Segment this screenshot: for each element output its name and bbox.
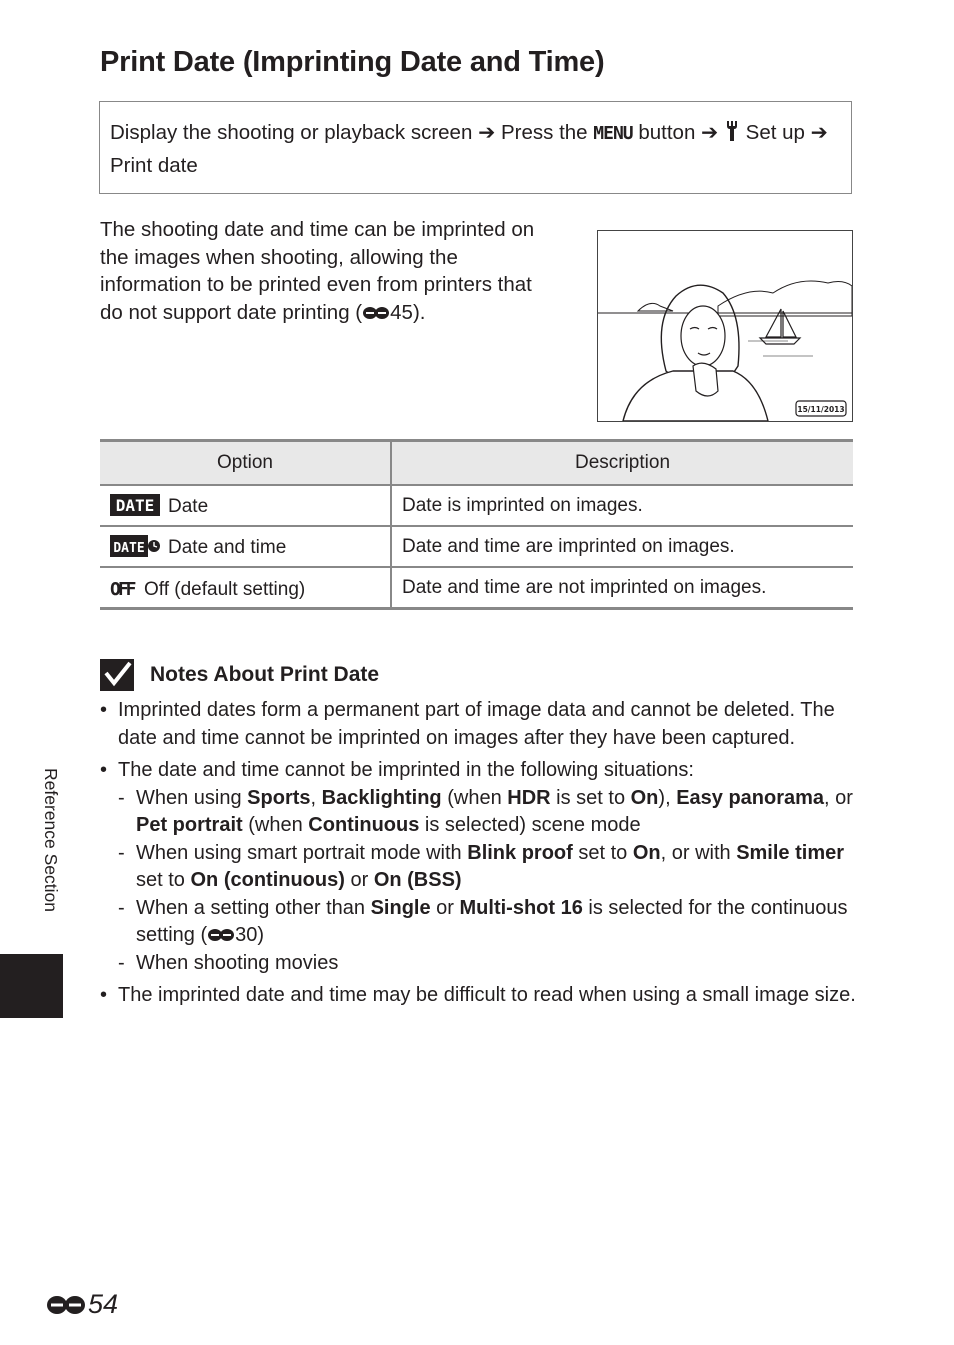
option-label: Date and time <box>168 536 287 558</box>
nav-step-setup: Set <box>745 121 777 144</box>
note-text: The imprinted date and time may be difficult to read when using a small image size. <box>118 984 856 1006</box>
header-option: Option <box>100 441 391 486</box>
nav-step-setup-cont: up <box>782 121 805 144</box>
side-section-label: Reference Section <box>41 768 61 912</box>
table-row <box>100 526 853 567</box>
off-icon-text: OFF <box>110 578 134 599</box>
sample-photo-illustration <box>597 230 853 422</box>
notes-title: Notes About Print Date <box>150 663 380 686</box>
sub-list-item: - When using smart portrait mode with Blink proof set to On, or with Smile timer set to On (continuous) or On (BSS) <box>118 840 860 895</box>
off-icon <box>110 575 140 599</box>
page-number-text: 54 <box>88 1289 119 1319</box>
sub-list <box>118 785 860 978</box>
option-label: Off (default setting) <box>144 578 306 600</box>
nav-step-button: button <box>638 121 696 144</box>
page-title: Print Date (Imprinting Date and Time) <box>100 46 605 78</box>
date-time-icon-text: DATE <box>113 540 145 556</box>
sub-list-item: - When using Sports, Backlighting (when HDR is set to On), Easy panorama, or Pet portrait (when Continuous is selected) scene mode <box>118 785 860 840</box>
nav-step-display: Display the shooting or playback screen <box>110 121 473 144</box>
side-section-tab <box>0 954 63 1018</box>
option-label: Date <box>168 495 209 517</box>
description-cell: Date and time are imprinted on images. <box>391 526 853 567</box>
intro-text: The shooting date and time can be imprinted on the images when shooting, allowing the information to be printed even from printers that do not support date printing ( <box>100 218 535 324</box>
page-number <box>46 1289 118 1320</box>
note-text: The date and time cannot be imprinted in the following situations: <box>118 759 694 781</box>
check-icon <box>100 659 136 691</box>
option-cell <box>100 485 391 526</box>
reference-section-icon <box>207 928 235 942</box>
wrench-icon <box>724 121 740 141</box>
description-cell: Date is imprinted on images. <box>391 485 853 526</box>
options-table <box>100 439 853 610</box>
reference-section-icon <box>46 1294 86 1316</box>
date-icon-text: DATE <box>115 495 155 515</box>
date-icon <box>110 494 160 516</box>
description-cell: Date and time are not imprinted on images. <box>391 567 853 609</box>
sub-list-item: - When a setting other than Single or Multi-shot 16 is selected for the continuous setting ( 30) <box>118 895 860 950</box>
arrow-right-icon: ➔ <box>810 121 828 144</box>
table-row <box>100 485 853 526</box>
notes-list <box>100 697 860 1015</box>
option-cell <box>100 567 391 609</box>
intro-paragraph <box>100 216 550 326</box>
photo-date-stamp: 15/11/2013 <box>797 405 845 414</box>
intro-closing: ). <box>412 300 426 324</box>
reference-section-icon <box>362 306 390 320</box>
menu-button-label: MENU <box>593 123 633 144</box>
note-text: Imprinted dates form a permanent part of image data and cannot be deleted. The date and time cannot be imprinted on images after they have been captured. <box>118 699 835 749</box>
nav-step-print-date: Print date <box>110 154 198 177</box>
table-header-row <box>100 441 853 486</box>
table-row <box>100 567 853 609</box>
header-description: Description <box>391 441 853 486</box>
arrow-right-icon: ➔ <box>701 121 719 144</box>
list-item <box>100 697 860 752</box>
option-cell <box>100 526 391 567</box>
sub-list-item: - When shooting movies <box>118 950 860 978</box>
navigation-path-box <box>99 101 852 194</box>
notes-heading <box>100 657 379 693</box>
intro-ref-page: 45 <box>390 300 413 324</box>
date-time-icon <box>110 535 160 557</box>
list-item <box>100 757 860 977</box>
nav-step-press: Press the <box>500 121 588 144</box>
list-item <box>100 982 860 1010</box>
arrow-right-icon: ➔ <box>478 121 496 144</box>
